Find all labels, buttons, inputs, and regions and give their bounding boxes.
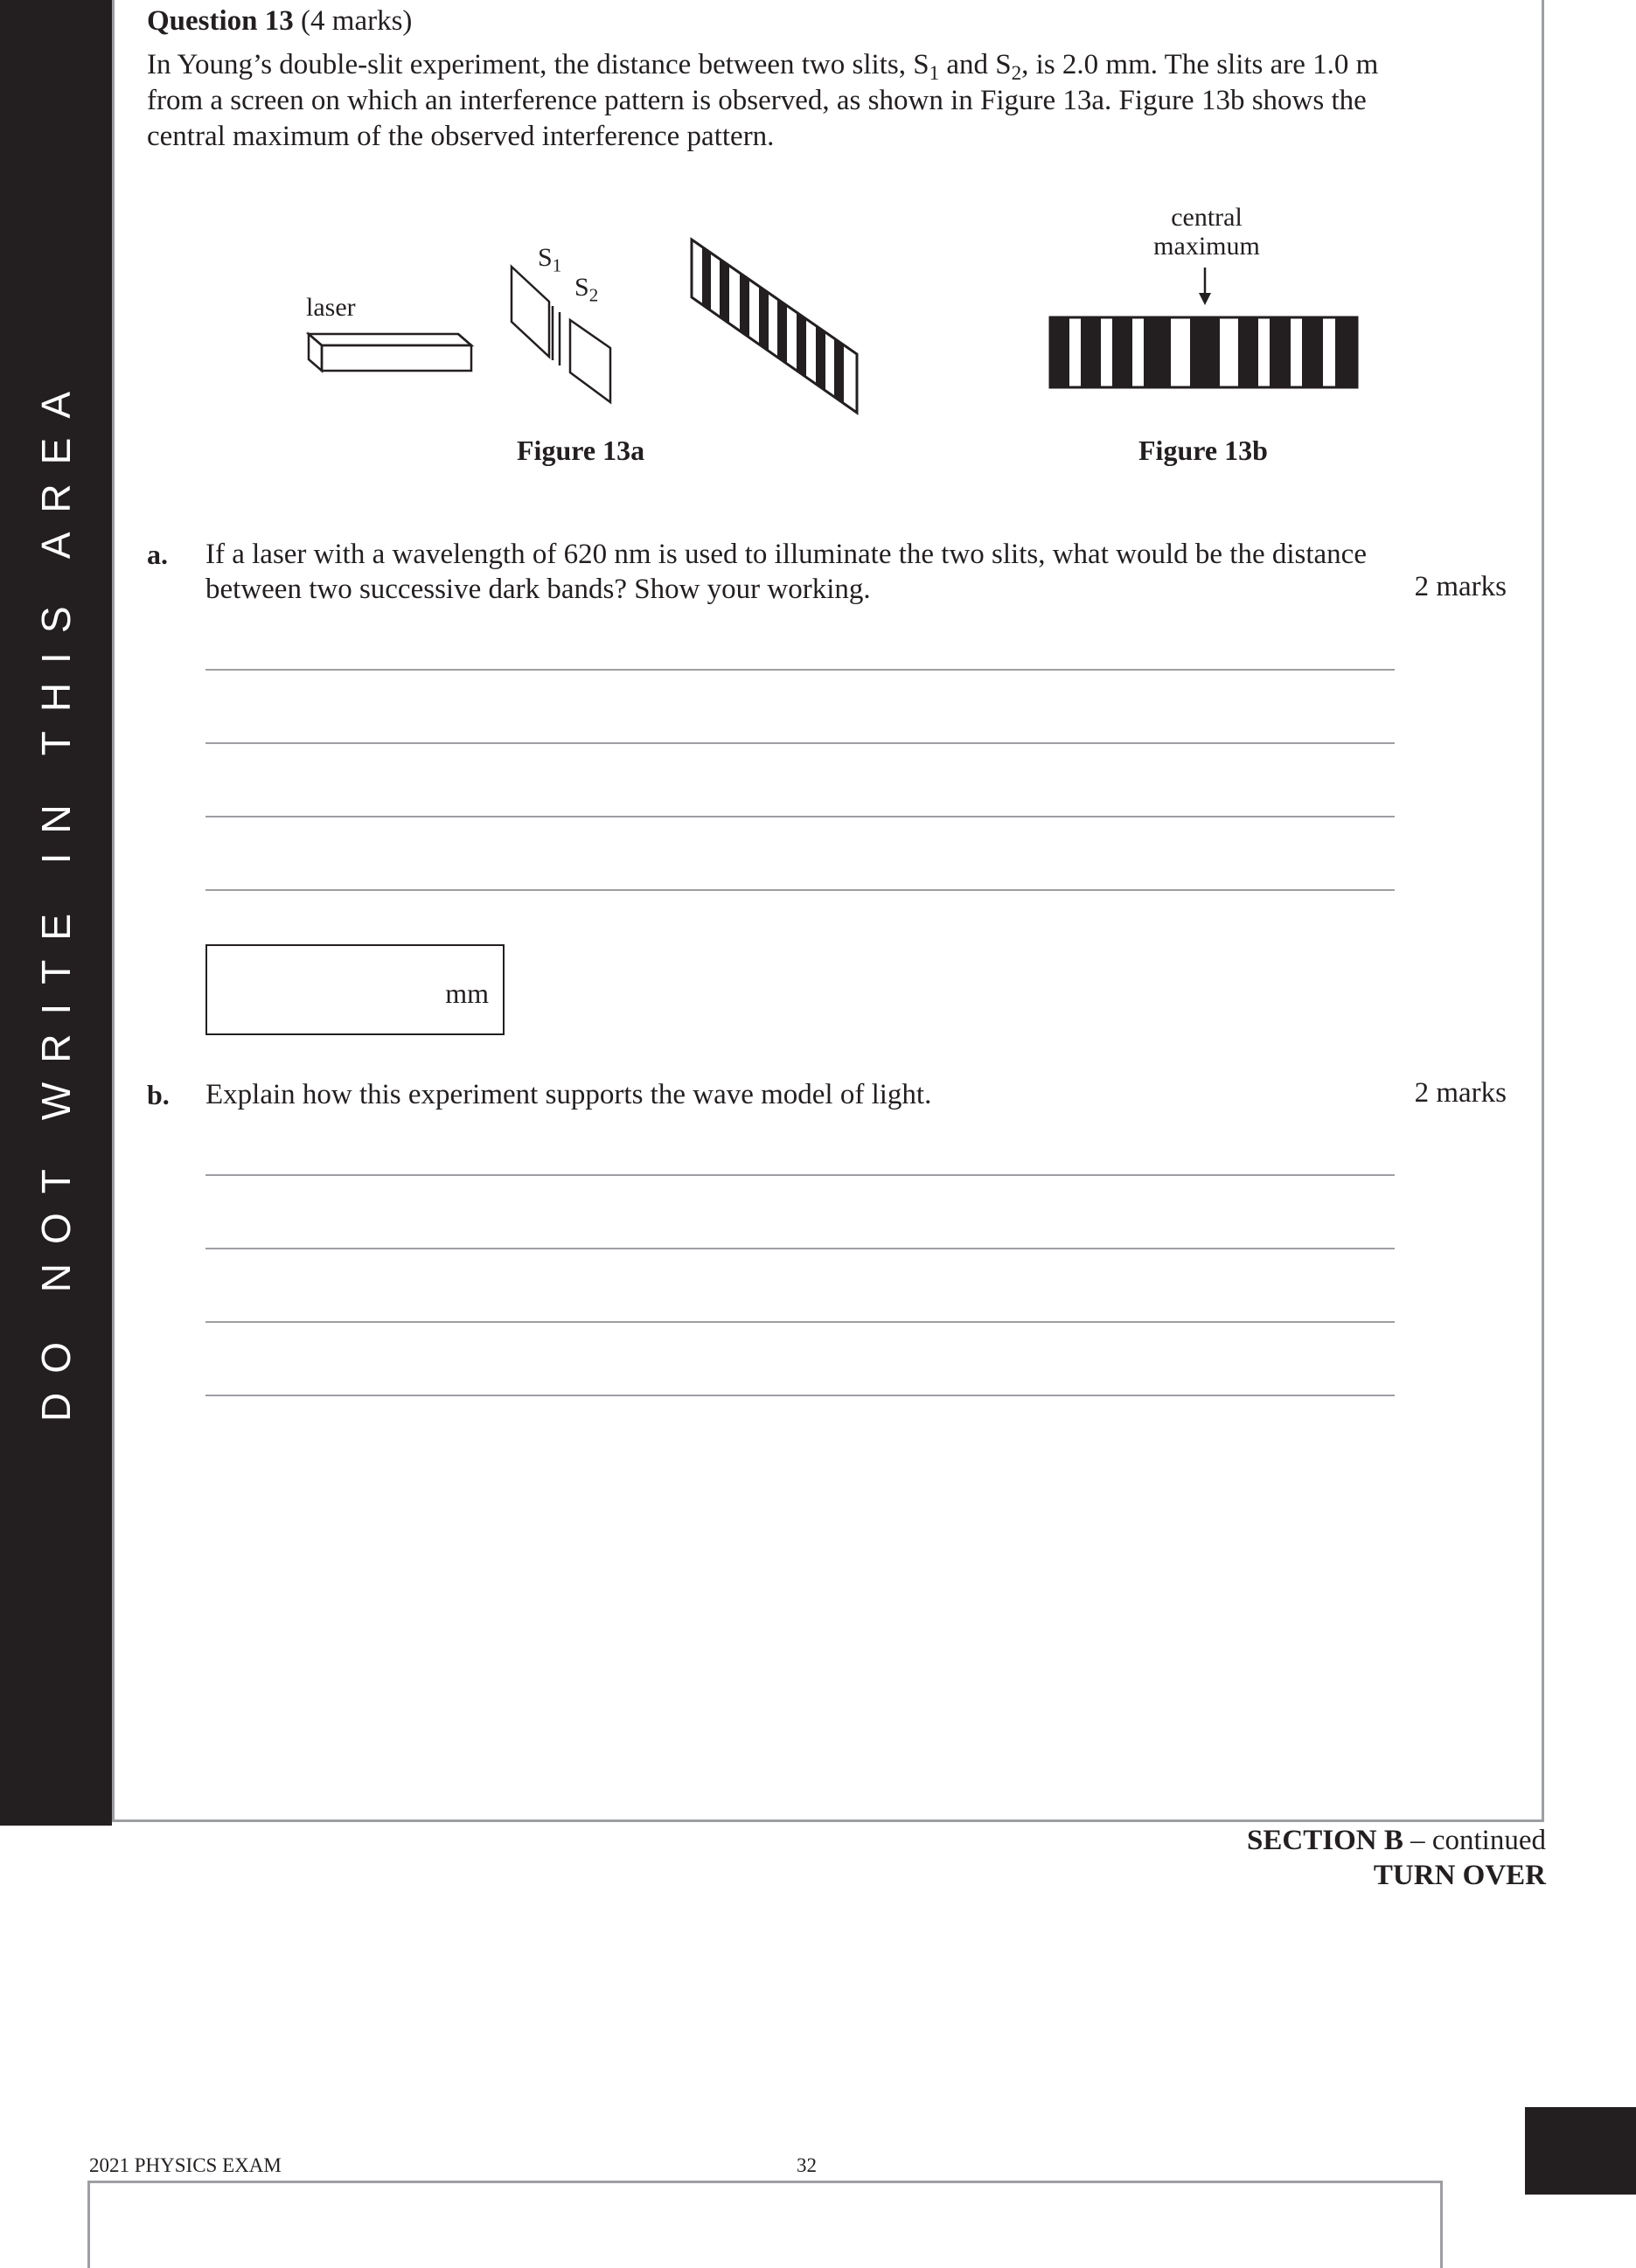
slit-plate-2 [570, 320, 610, 402]
footer-frame [87, 2181, 1443, 2268]
part-a-answer-line-3[interactable] [205, 816, 1395, 817]
screen-fringes [692, 240, 857, 413]
question-marks: (4 marks) [301, 5, 413, 37]
central-maximum-label: central maximum [1153, 203, 1260, 261]
intro-line-1: In Young’s double-slit experiment, the distance between two slits, $S_1$ and $S_2$, is 2.0 mm. The slits are 1.0 m [147, 49, 1379, 84]
slit-plate-1 [512, 267, 549, 357]
down-arrow [1199, 268, 1211, 305]
question-title [147, 5, 412, 38]
answer-unit-label: mm [445, 977, 489, 1009]
part-b-answer-line-2[interactable] [205, 1248, 1395, 1249]
fringe-pattern [1050, 317, 1357, 387]
part-a-answer-box[interactable] [205, 944, 505, 1035]
part-b-answer-line-1[interactable] [205, 1174, 1395, 1176]
do-not-write-sidebar [0, 0, 112, 1826]
part-b-answer-line-3[interactable] [205, 1321, 1395, 1323]
laser-body [309, 334, 471, 371]
figure-13b-diagram [1045, 267, 1364, 393]
s1-label: $S_1$ [538, 243, 562, 276]
page-number: 32 [797, 2154, 817, 2176]
section-continued: SECTION B – continued [1247, 1825, 1546, 1856]
exam-name: 2021 PHYSICS EXAM [89, 2154, 282, 2176]
intro-line-2: from a screen on which an interference pattern is observed, as shown in Figure 13a. Figure 13b shows the [147, 85, 1367, 116]
part-a-answer-line-1[interactable] [205, 669, 1395, 671]
laser-label: laser [306, 293, 356, 322]
part-b-marks: 2 marks [1414, 1077, 1507, 1109]
turn-over-label: TURN OVER [1373, 1860, 1546, 1891]
part-b-answer-line-4[interactable] [205, 1395, 1395, 1396]
part-a-answer-line-4[interactable] [205, 889, 1395, 891]
part-b-letter: b. [147, 1079, 170, 1110]
corner-marker [1525, 2107, 1636, 2195]
sidebar-warning-text: DO NOT WRITE IN THIS AREA [33, 372, 79, 1423]
part-b-question: Explain how this experiment supports the wave model of light. [205, 1079, 932, 1110]
figure-13a-diagram [297, 232, 874, 424]
part-a-letter: a. [147, 539, 168, 570]
question-intro [147, 47, 1415, 155]
s2-label: $S_2$ [574, 273, 599, 306]
part-a-question: If a laser with a wavelength of 620 nm is used to illuminate the two slits, what would be the distance between two successive dark bands? Show your working. [205, 539, 1367, 605]
figure-13a-caption: Figure 13a [517, 435, 645, 466]
part-a-answer-line-2[interactable] [205, 742, 1395, 744]
part-a-marks: 2 marks [1414, 571, 1507, 602]
intro-line-3: central maximum of the observed interference pattern. [147, 121, 775, 152]
figure-13b-caption: Figure 13b [1138, 435, 1268, 466]
question-number: Question 13 [147, 5, 294, 37]
